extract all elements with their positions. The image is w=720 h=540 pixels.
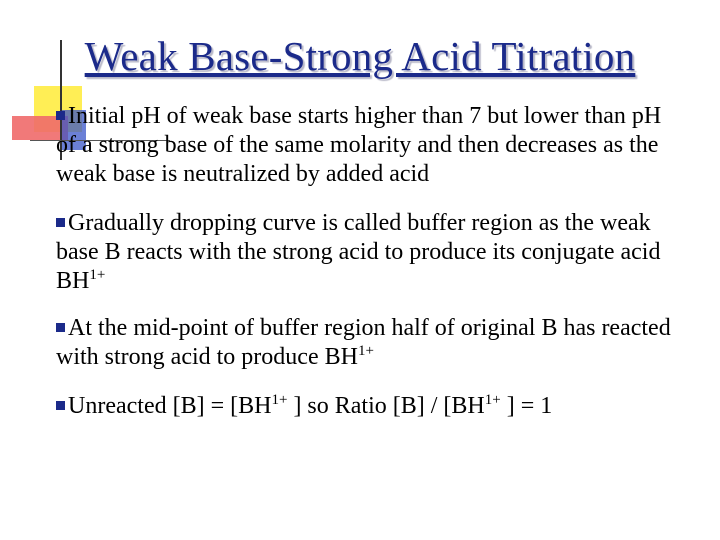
- bullet-square-icon: [56, 323, 65, 332]
- superscript-charge: 1+: [357, 343, 374, 359]
- superscript-charge: 1+: [484, 392, 501, 408]
- bullet-item-3: [56, 314, 676, 372]
- superscript-charge: 1+: [271, 392, 288, 408]
- bullet-text: ] = 1: [500, 393, 553, 419]
- bullet-text: Initial pH of weak base starts higher than 7 but lower than pH of a strong base of the same molarity and then decreases as the weak base is neutralized by added acid: [56, 103, 662, 187]
- bullet-text: Unreacted [B] = [BH: [68, 393, 272, 419]
- slide-title: Weak Base-Strong Acid Titration: [84, 33, 636, 79]
- bullet-text: ] so Ratio [B] / [BH: [287, 393, 485, 419]
- bullet-item-2: [56, 209, 676, 296]
- bullet-item-1: [56, 102, 676, 189]
- superscript-charge: 1+: [89, 267, 106, 283]
- bullet-list: [56, 102, 676, 441]
- bullet-square-icon: [56, 218, 65, 227]
- bullet-item-4: [56, 392, 676, 421]
- bullet-square-icon: [56, 401, 65, 410]
- bullet-text: Gradually dropping curve is called buffer region as the weak base B reacts with the strong acid to produce its conjugate acid BH: [56, 210, 661, 294]
- bullet-text: At the mid-point of buffer region half of original B has reacted with strong acid to produce BH: [56, 315, 671, 370]
- bullet-square-icon: [56, 111, 65, 120]
